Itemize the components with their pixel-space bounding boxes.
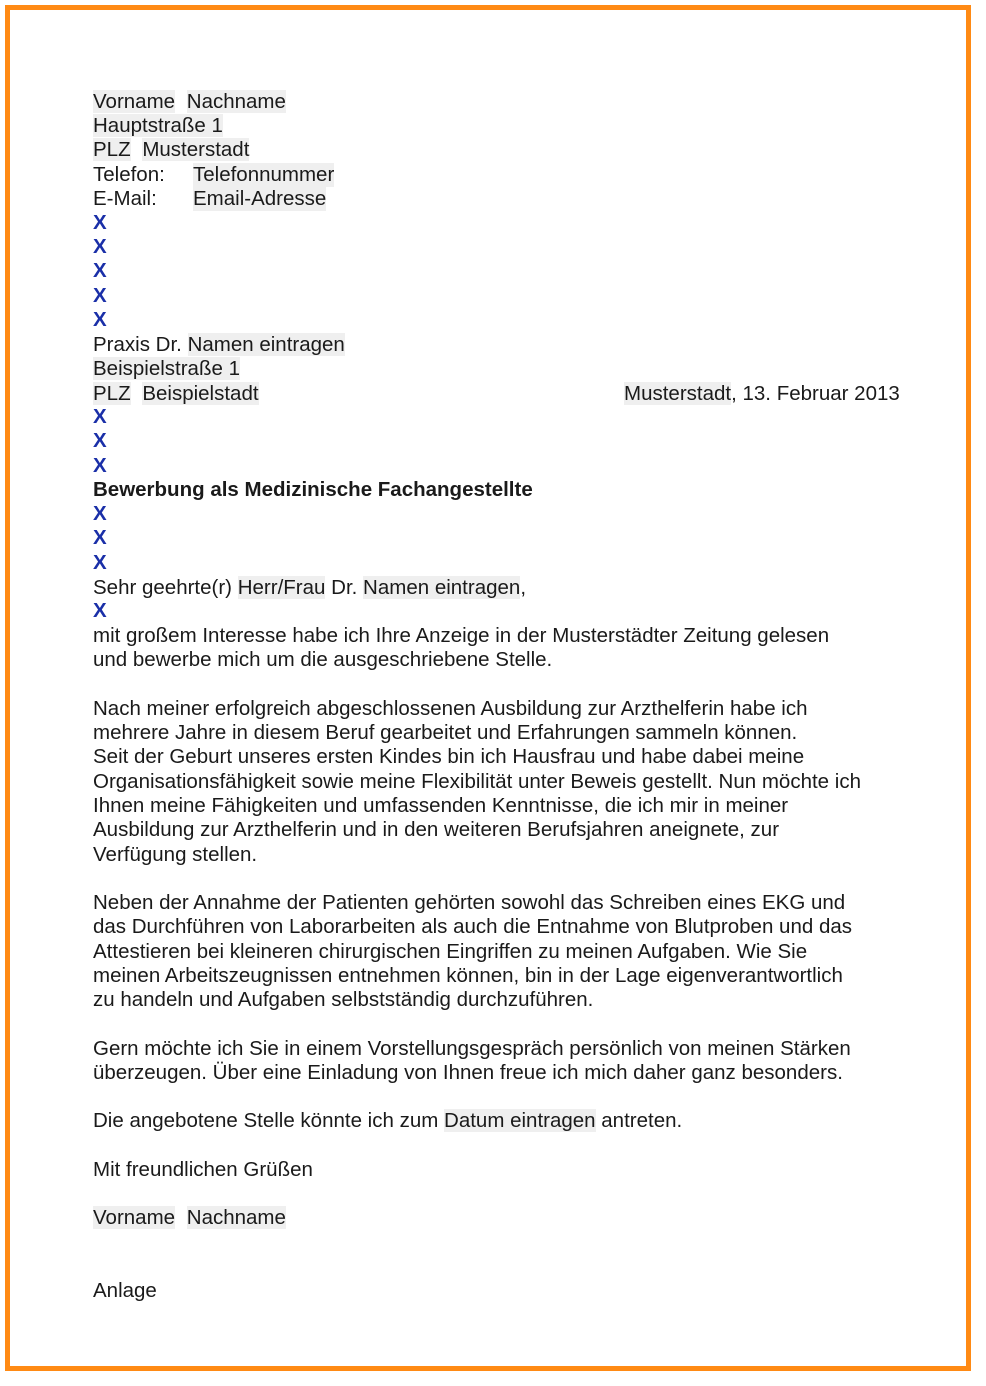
- recipient-street[interactable]: Beispielstraße 1: [93, 357, 240, 380]
- signature-lastname[interactable]: Nachname: [186, 1206, 286, 1229]
- spacer-marker: X: [93, 308, 107, 331]
- salutation-line: [93, 576, 526, 600]
- recipient-plz[interactable]: PLZ: [93, 382, 131, 405]
- body-line: Organisationsfähigkeit sowie meine Flexibilität unter Beweis gestellt. Nun möchte ich: [93, 770, 861, 793]
- sender-street[interactable]: Hauptstraße 1: [93, 114, 223, 137]
- signature-line: [93, 1206, 286, 1230]
- start-date-before: Die angebotene Stelle könnte ich zum: [93, 1109, 445, 1132]
- subject-line: Bewerbung als Medizinische Fachangestellte: [93, 478, 533, 501]
- body-line: Attestieren bei kleineren chirurgischen Eingriffen zu meinen Aufgaben. Wie Sie: [93, 940, 808, 963]
- date-line: [624, 382, 900, 406]
- spacer-marker: X: [93, 429, 107, 452]
- start-date-field[interactable]: Datum eintragen: [444, 1109, 596, 1132]
- sender-lastname[interactable]: Nachname: [186, 90, 286, 113]
- sender-firstname[interactable]: Vorname: [93, 90, 176, 113]
- body-line: das Durchführen von Laborarbeiten als auch die Entnahme von Blutproben und das: [93, 915, 853, 938]
- sender-city-line: [93, 138, 249, 162]
- body-line: Nach meiner erfolgreich abgeschlossenen Ausbildung zur Arzthelferin habe ich: [93, 697, 808, 720]
- body-line: Gern möchte ich Sie in einem Vorstellungsgespräch persönlich von meinen Stärken: [93, 1037, 851, 1060]
- sender-email-line: [93, 187, 493, 211]
- recipient-prefix: Praxis Dr.: [93, 333, 182, 356]
- recipient-street-line: [93, 357, 240, 381]
- sender-email[interactable]: Email-Adresse: [193, 187, 327, 210]
- body-line: Seit der Geburt unseres ersten Kindes bin ich Hausfrau und habe dabei meine: [93, 745, 805, 768]
- spacer-marker: X: [93, 599, 107, 622]
- spacer-marker: X: [93, 526, 107, 549]
- start-date-after: antreten.: [595, 1109, 683, 1132]
- body-line: und bewerbe mich um die ausgeschriebene Stelle.: [93, 648, 553, 671]
- salutation-prefix: Sehr geehrte(r): [93, 576, 233, 599]
- date-text: , 13. Februar 2013: [731, 382, 900, 405]
- spacer-marker: X: [93, 259, 107, 282]
- recipient-city[interactable]: Beispielstadt: [142, 382, 259, 405]
- salutation-name[interactable]: Namen eintragen: [363, 576, 521, 599]
- sender-city[interactable]: Musterstadt: [142, 138, 250, 161]
- body-line: mehrere Jahre in diesem Beruf gearbeitet und Erfahrungen sammeln können.: [93, 721, 798, 744]
- spacer-marker: X: [93, 284, 107, 307]
- sender-phone[interactable]: Telefonnummer: [193, 163, 335, 186]
- sender-plz[interactable]: PLZ: [93, 138, 131, 161]
- salutation-title[interactable]: Herr/Frau: [237, 576, 326, 599]
- start-date-line: [93, 1109, 682, 1133]
- spacer-marker: X: [93, 454, 107, 477]
- spacer-marker: X: [93, 405, 107, 428]
- body-line: mit großem Interesse habe ich Ihre Anzeige in der Musterstädter Zeitung gelesen: [93, 624, 830, 647]
- body-line: Ihnen meine Fähigkeiten und umfassenden Kenntnisse, die ich mir in meiner: [93, 794, 789, 817]
- recipient-name-line: [93, 333, 345, 357]
- spacer-marker: X: [93, 502, 107, 525]
- salutation-dr: Dr.: [331, 576, 358, 599]
- enclosure-line: Anlage: [93, 1279, 157, 1302]
- spacer-marker: X: [93, 235, 107, 258]
- recipient-name[interactable]: Namen eintragen: [187, 333, 345, 356]
- sender-name-line: [93, 90, 286, 114]
- sender-phone-line: [93, 163, 493, 187]
- body-line: Ausbildung zur Arzthelferin und in den weiteren Berufsjahren aneignete, zur: [93, 818, 780, 841]
- recipient-city-line: [93, 382, 259, 406]
- body-line: zu handeln und Aufgaben selbstständig durchzuführen.: [93, 988, 594, 1011]
- body-line: Verfügung stellen.: [93, 843, 258, 866]
- body-line: Neben der Annahme der Patienten gehörten sowohl das Schreiben eines EKG und: [93, 891, 846, 914]
- body-line: überzeugen. Über eine Einladung von Ihnen freue ich mich daher ganz besonders.: [93, 1061, 843, 1084]
- signature-firstname[interactable]: Vorname: [93, 1206, 176, 1229]
- sender-street-line: [93, 114, 223, 138]
- phone-label: Telefon:: [93, 163, 165, 186]
- letter-page: [5, 5, 971, 1371]
- spacer-marker: X: [93, 211, 107, 234]
- date-place[interactable]: Musterstadt: [624, 382, 732, 405]
- spacer-marker: X: [93, 551, 107, 574]
- email-label: E-Mail:: [93, 187, 157, 210]
- body-line: meinen Arbeitszeugnissen entnehmen können, bin in der Lage eigenverantwortlich: [93, 964, 843, 987]
- salutation-comma: ,: [520, 576, 527, 599]
- closing-line: Mit freundlichen Grüßen: [93, 1158, 313, 1181]
